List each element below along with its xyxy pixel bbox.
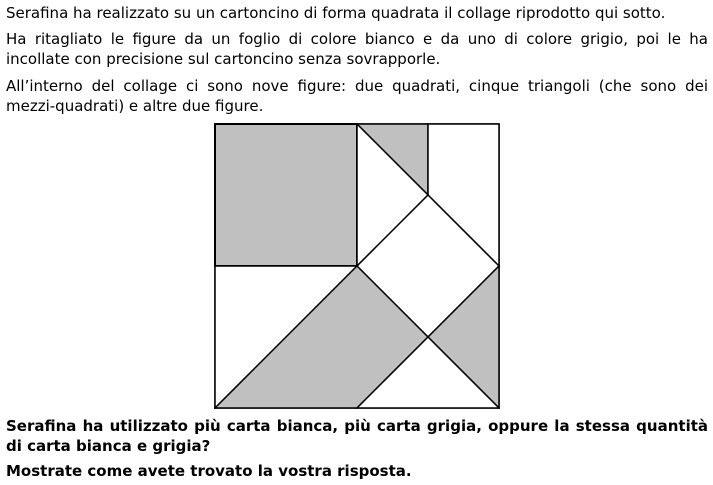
cutting-text: Ha ritagliato le figure da un foglio di colore bianco e da uno di colore grigio, poi le ha incollate con precisione sul cartoncino senza sovrapporle. [6,30,708,68]
figures-text: All’interno del collage ci sono nove figure: due quadrati, cinque triangoli (che sono dei mezzi-quadrati) e altre due figure. [6,77,708,115]
instruction-text: Mostrate come avete trovato la vostra risposta. [6,462,412,480]
collage-figure [214,123,500,409]
intro-text: Serafina ha realizzato su un cartoncino di forma quadrata il collage riprodotto qui sotto. [6,4,666,22]
gray-square-top-left [215,124,357,266]
question-text: Serafina ha utilizzato più carta bianca, più carta grigia, oppure la stessa quantità di carta bianca e grigia? [6,417,708,455]
